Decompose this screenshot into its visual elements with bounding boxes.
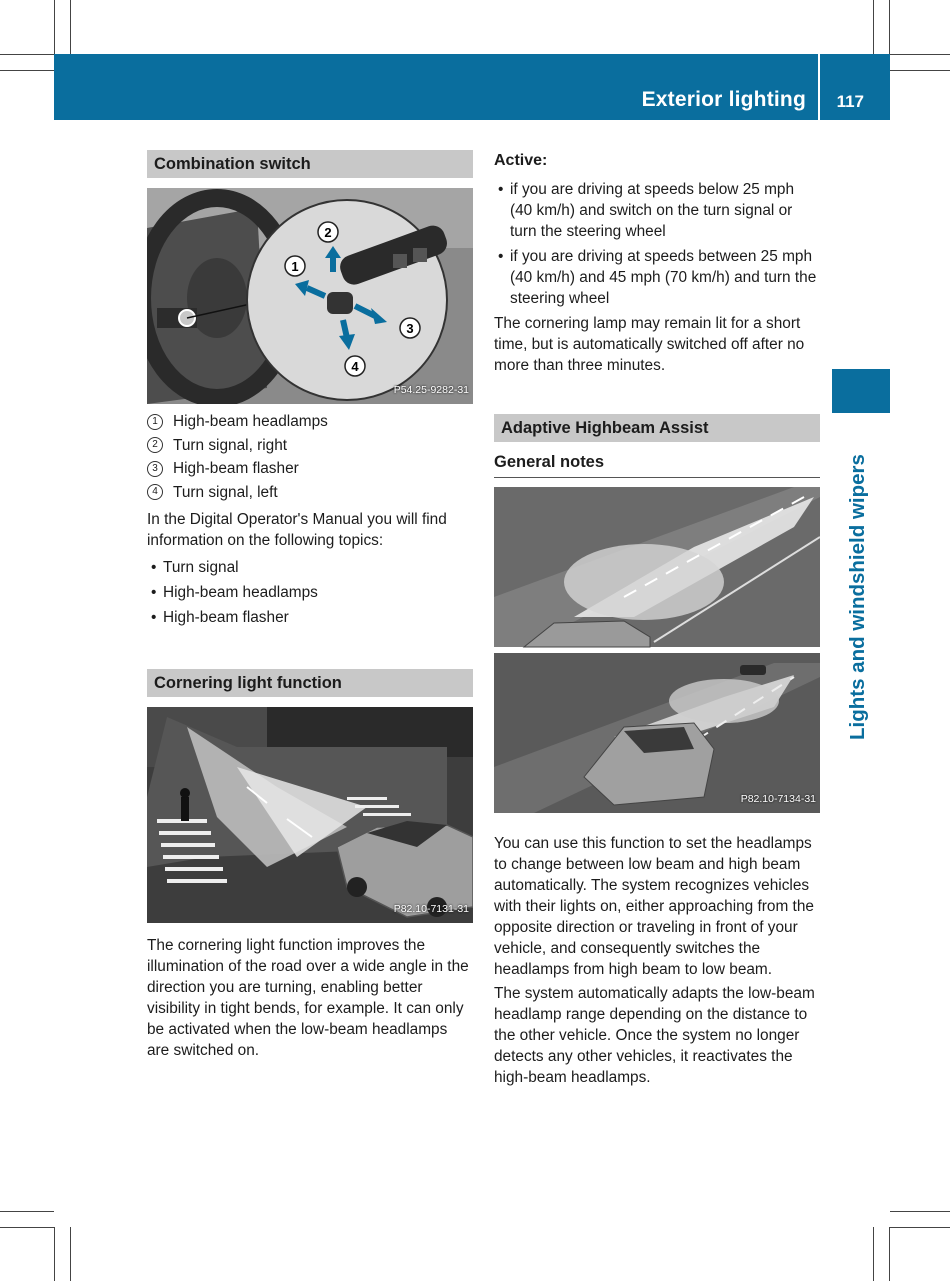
figure-code: P82.10-7131-31 <box>393 903 469 915</box>
crop-mark <box>0 54 54 55</box>
legend-text: High-beam flasher <box>173 460 299 478</box>
callout-1: 1 <box>291 259 299 274</box>
legend-number: 2 <box>147 437 163 453</box>
crop-mark <box>889 0 890 54</box>
legend-item <box>147 410 473 434</box>
legend-item <box>147 481 473 505</box>
active-conditions-list <box>494 179 820 309</box>
crop-mark <box>0 1227 54 1228</box>
section-heading-combination-switch: Combination switch <box>147 150 473 178</box>
left-column <box>147 150 473 1061</box>
legend-list <box>147 410 473 504</box>
callout-3: 3 <box>406 321 414 336</box>
active-label: Active: <box>494 152 548 169</box>
crop-mark <box>890 1227 950 1228</box>
crop-mark <box>889 1227 890 1281</box>
highbeam-paragraph-1: You can use this function to set the headlamps to change between low beam and high beam automatically. The system recognizes vehicles with their lights on, either approaching from the opposite direction or traveling in front of your vehicle, and consequently switches the headlamps from high beam to low beam. <box>494 835 814 978</box>
legend-number: 4 <box>147 484 163 500</box>
crop-mark <box>890 1211 950 1212</box>
legend-text: High-beam headlamps <box>173 413 328 431</box>
subheading-general-notes: General notes <box>494 452 820 478</box>
combination-switch-figure <box>147 188 473 404</box>
crop-mark <box>70 1227 71 1281</box>
list-item: • if you are driving at speeds between 25 mph (40 km/h) and 45 mph (70 km/h) and turn the steering wheel <box>494 246 820 309</box>
highbeam-assist-figure <box>494 487 820 813</box>
crop-mark <box>873 0 874 54</box>
callout-4: 4 <box>351 359 359 374</box>
topics-intro: In the Digital Operator's Manual you will find information on the following topics: <box>147 511 447 549</box>
topics-list <box>147 555 473 630</box>
section-heading-cornering-light: Cornering light function <box>147 669 473 697</box>
crop-mark <box>0 70 54 71</box>
crop-mark <box>0 1211 54 1212</box>
legend-item <box>147 457 473 481</box>
highbeam-paragraph-2: The system automatically adapts the low-beam headlamp range depending on the distance to the other vehicle. Once the system no longer detects any other vehicles, it reactivates the high-beam headlamps. <box>494 985 815 1086</box>
cornering-light-figure <box>147 707 473 923</box>
list-item: • High-beam headlamps <box>147 580 473 605</box>
legend-text: Turn signal, left <box>173 483 278 501</box>
legend-item <box>147 434 473 458</box>
header-divider <box>818 54 820 120</box>
right-column <box>494 150 820 1088</box>
page-title: Exterior lighting <box>641 88 806 111</box>
callout-2: 2 <box>324 225 332 240</box>
header-bar <box>54 54 890 120</box>
legend-text: Turn signal, right <box>173 436 288 454</box>
crop-mark <box>873 1227 874 1281</box>
crop-mark <box>54 0 55 54</box>
list-item: • if you are driving at speeds below 25 mph (40 km/h) and switch on the turn signal or turn the steering wheel <box>494 179 820 242</box>
section-heading-highbeam-assist: Adaptive Highbeam Assist <box>494 414 820 442</box>
crop-mark <box>54 1227 55 1281</box>
crop-mark <box>890 54 950 55</box>
page-number: 117 <box>836 92 864 111</box>
chapter-tab-label: Lights and windshield wipers <box>846 454 869 740</box>
legend-number: 3 <box>147 461 163 477</box>
figure-code: P54.25-9282-31 <box>393 384 469 396</box>
list-item: • High-beam flasher <box>147 605 473 630</box>
active-note: The cornering lamp may remain lit for a short time, but is automatically switched off after no more than three minutes. <box>494 315 805 374</box>
list-item: • Turn signal <box>147 555 473 580</box>
legend-number: 1 <box>147 414 163 430</box>
crop-mark <box>890 70 950 71</box>
crop-mark <box>70 0 71 54</box>
cornering-body: The cornering light function improves the illumination of the road over a wide angle in the direction you are turning, enabling better visibility in tight bends, for example. It can only be activated when the low-beam headlamps are switched on. <box>147 937 469 1059</box>
figure-code: P82.10-7134-31 <box>740 793 816 805</box>
